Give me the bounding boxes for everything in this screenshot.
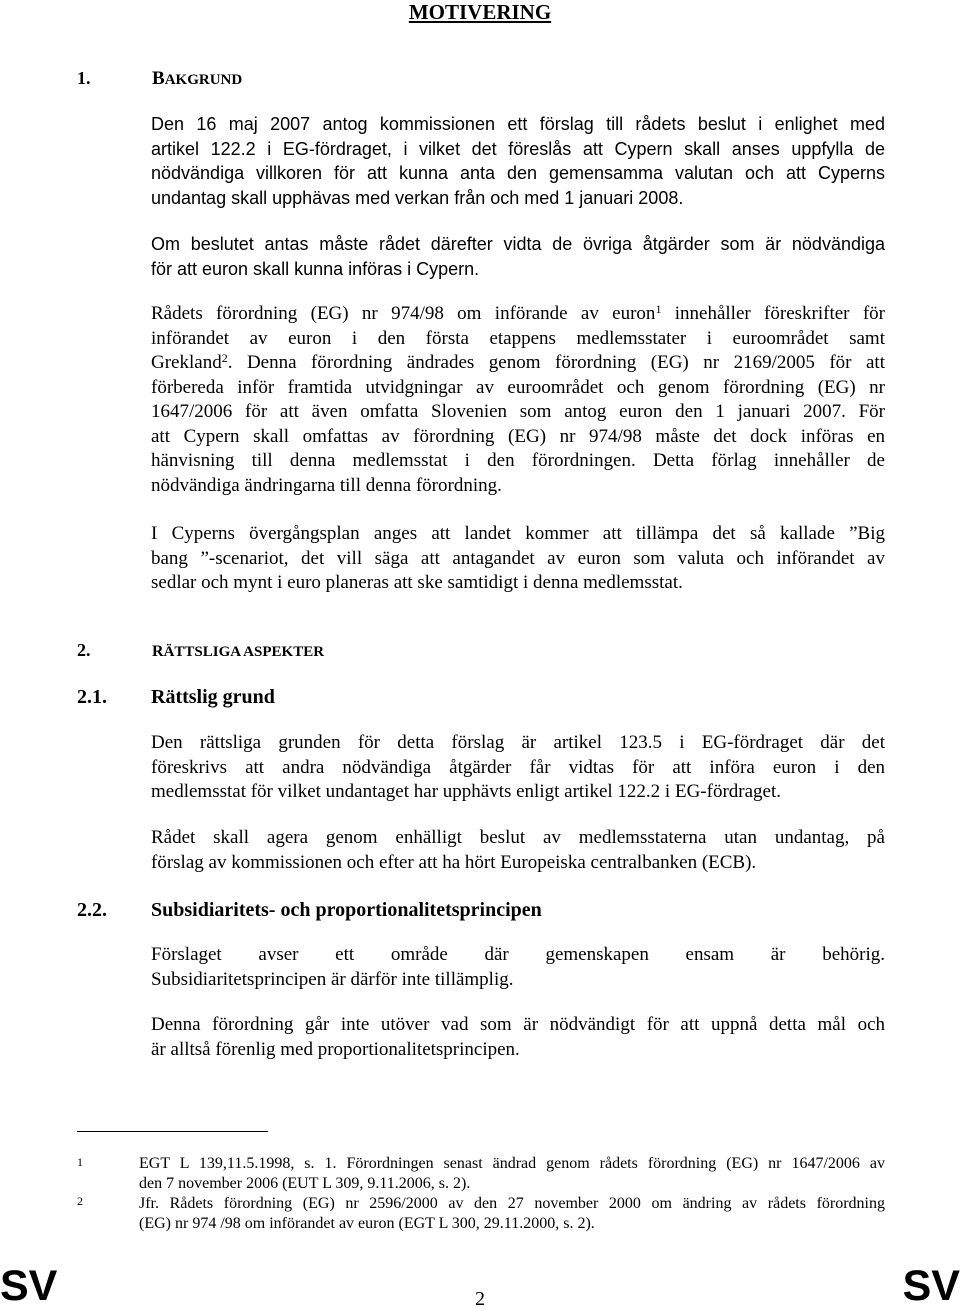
section-number: 2. [77,640,91,660]
footnote-number-1: 1 [77,1155,83,1169]
section-heading-rattsliga-aspekter [77,638,324,664]
paragraph-background-4 [151,522,885,596]
paragraph-line: Subsidiaritetsprincipen är därför inte tillämplig. [151,968,514,990]
footnote-line: (EG) nr 974 /98 om införandet av euron (EGT L 300, 29.11.2000, s. 2). [139,1215,595,1232]
paragraph-line: Rådet skall agera genom enhälligt beslut av medlemsstaterna utan undantag, på [151,827,885,848]
subsection-title: Subsidiaritets- och proportionalitetsprincipen [151,899,542,921]
paragraph-line: förbereda inför framtida utvidgningar av euroområdet och genom förordning (EG) nr [151,376,885,398]
paragraph-background-3 [151,302,885,498]
text-run: Rådets förordning (EG) nr 974/98 om införande av euron [151,303,656,324]
page-number: 2 [475,1288,485,1310]
paragraph-line [151,302,885,327]
footnote-2 [139,1194,885,1234]
subsection-title: Rättslig grund [151,686,275,708]
paragraph-line: artikel 122.2 i EG-fördraget, i vilket det föreslås att Cypern skall anses uppfylla de [151,138,885,159]
section-heading-rest: ÄTTSLIGA ASPEKTER [163,644,325,660]
paragraph-line: att Cypern skall omfattas av förordning (EG) nr 974/98 måste det dock införas en [151,425,885,447]
paragraph-subsidiarity-2 [151,1013,885,1062]
footnote-ref-1: 1 [655,302,662,316]
footnote-1 [139,1154,885,1194]
paragraph-line: Förslaget avser ett område där gemenskapen ensam är behörig. [151,944,885,965]
subsection-number: 2.1. [77,686,107,708]
paragraph-line: införandet av euron i den första etappens medlemsstater i euroområdet samt [151,327,885,349]
paragraph-subsidiarity-1 [151,943,885,992]
section-heading-initial: B [152,68,165,89]
paragraph-line: medlemsstat för vilket undantaget har upphävts enligt artikel 122.2 i EG-fördraget. [151,781,781,802]
page-title: MOTIVERING [408,0,552,24]
footnote-line: den 7 november 2006 (EUT L 309, 9.11.2006, s. 2). [139,1175,471,1192]
paragraph-line: bang ”-scenariot, det vill säga att antagandet av euron som valuta och införandet av [151,547,885,569]
paragraph-background-1 [151,112,885,210]
footnote-separator [77,1131,268,1132]
subsection-heading-rattslig-grund [77,685,275,709]
paragraph-line: nödvändiga ändringarna till denna förordning. [151,474,502,496]
paragraph-line: för att euron skall kunna införas i Cypern. [151,258,480,279]
section-number: 1. [77,68,91,88]
paragraph-line: undantag skall upphävas med verkan från och med 1 januari 2008. [151,187,684,208]
paragraph-line: hänvisning till denna medlemsstat i den förordningen. Detta förlag innehåller de [151,450,885,471]
paragraph-line: Den rättsliga grunden för detta förslag är artikel 123.5 i EG-fördraget där det [151,732,885,753]
paragraph-line: 1647/2006 för att även omfatta Slovenien som antog euron den 1 januari 2007. För [151,401,885,422]
footnote-number-2: 2 [77,1194,83,1208]
paragraph-line: är alltså förenlig med proportionalitetsprincipen. [151,1038,520,1060]
paragraph-line: Om beslutet antas måste rådet därefter vidta de övriga åtgärder som är nödvändiga [151,234,885,254]
footer-language-left: SV [0,1262,58,1310]
paragraph-line: sedlar och mynt i euro planeras att ske samtidigt i denna medlemsstat. [151,572,683,593]
paragraph-line: nödvändiga villkoren för att kunna anta den gemensamma valutan och att Cyperns [151,163,885,183]
subsection-number: 2.2. [77,899,107,921]
paragraph-line: föreskrivs att andra nödvändiga åtgärder får vidtas för att införa euron i den [151,756,885,778]
section-heading-rest: AKGRUND [164,72,243,88]
text-run: innehåller föreskrifter för [661,303,885,324]
text-run: Grekland [151,352,222,373]
paragraph-background-2 [151,232,885,281]
footnote-ref-2: 2 [221,351,228,365]
footnote-line: EGT L 139,11.5.1998, s. 1. Förordningen senast ändrad genom rådets förordning (EG) nr 1647/2006 av [139,1155,885,1172]
paragraph-line [151,351,885,376]
paragraph-legal-basis-2 [151,826,885,875]
paragraph-line: Den 16 maj 2007 antog kommissionen ett förslag till rådets beslut i enlighet med [151,114,885,134]
paragraph-legal-basis-1 [151,731,885,805]
footnote-line: Jfr. Rådets förordning (EG) nr 2596/2000 av den 27 november 2000 om ändring av rådets förordning [139,1195,885,1212]
paragraph-line: Denna förordning går inte utöver vad som är nödvändigt för att uppnå detta mål och [151,1014,885,1035]
section-heading-initial: R [152,643,164,660]
footer-language-right: SV [902,1262,960,1310]
text-run: . Denna förordning ändrades genom förordning (EG) nr 2169/2005 för att [227,352,885,373]
paragraph-line: förslag av kommissionen och efter att ha hört Europeiska centralbanken (ECB). [151,851,757,873]
subsection-heading-subsidiaritet [77,898,542,922]
paragraph-line: I Cyperns övergångsplan anges att landet kommer att tillämpa det så kallade ”Big [151,523,885,544]
section-heading-bakgrund [77,66,242,92]
